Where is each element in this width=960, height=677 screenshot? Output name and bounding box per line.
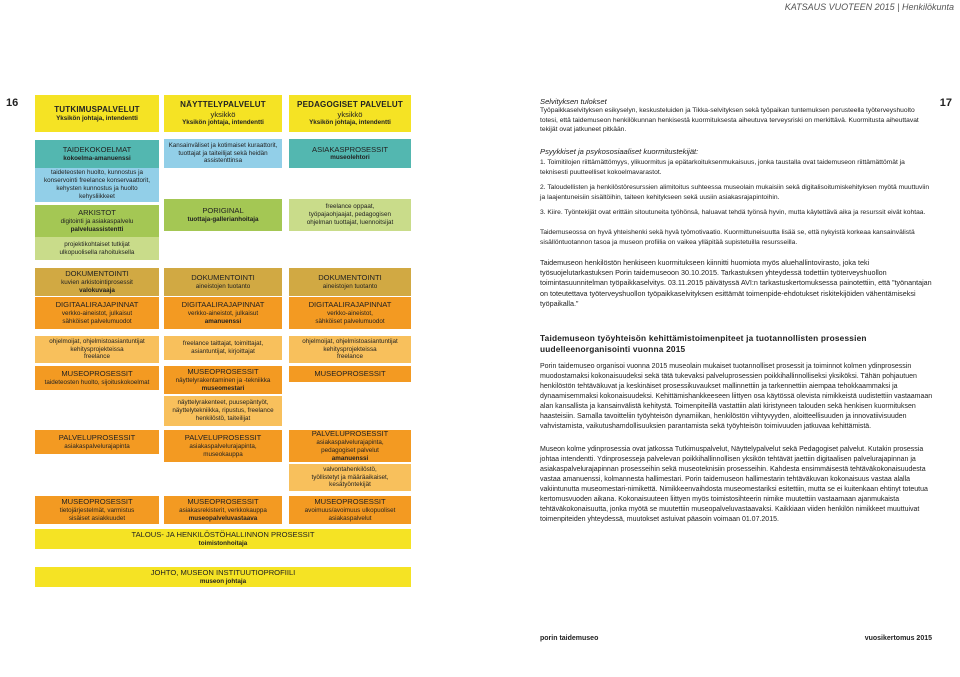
box-museoprosessit-5: MUSEOPROSESSIT asiakasrekisterit, verkkokauppa museopalveluvastaava (164, 496, 282, 524)
box-dokumentointi-2: DOKUMENTOINTI aineistojen tuotanto (164, 268, 282, 296)
paragraph-tulokset: Työpaikkaselvityksen esikyselyn, keskusteluiden ja Tikka-selvityksen sekä työpaikan tuntemuksen perusteella työterveyshuolto totesi, että taidemuseon henkilökunnan henkisestä kuormituksesta aiheutuva terveysriski on merkittävä. Kuormitusta aiheuttavat tekijät ovat jatkuneet pitkään. (540, 107, 919, 134)
box-digitaalirajapinnat-3: DIGITAALIRAJAPINNAT verkko-aineistot, sähköiset palvelumuodot (289, 297, 411, 329)
section-heading-psyykkiset: Psyykkiset ja psykososiaaliset kuormitustekijät: (540, 147, 699, 156)
paragraph-tarkastus: Taidemuseon henkilöstön henkiseen kuormitukseen kiinnitti huomiota myös aluehallintovirasto, joka teki työsuojelutarkastuksen Porin taidemuseoon 30.10.2015. Tarkastuksen yhteydessä todettiin työterveyshuollon toimintasuunnitelman työpaikkaselvitys. 03.11.2015 päivätyssä AVI:n tarkastuskertomuksessa painotettiin, että ”työnantajan on toteutettava työterveyshuollon työpaikkaselvityksen esittämät toimenpide-ehdotukset riskitekijöiden vähentämiseksi työpaikalla.” (540, 258, 932, 308)
box-pedagogiset-palvelut: PEDAGOGISET PALVELUT yksikkö Yksikön johtaja, intendentti (289, 95, 411, 132)
box-ohjelmoijat-3: ohjelmoijat, ohjelmistoasiantuntijat kehitysprojekteissa freelance (289, 336, 411, 363)
box-palveluprosessit-1: PALVELUPROSESSIT asiakaspalvelurajapinta (35, 430, 159, 454)
paragraph-psyykkiset-3: 3. Kiire. Työntekijät ovat erittäin sitoutuneita työhönsä, haluavat tehdä työnsä hyvin, mutta käytettävä aika ja resurssit eivät kohtaa. (540, 209, 926, 216)
box-museoprosessit-4: MUSEOPROSESSIT tietojärjestelmät, varmistus sisäiset asiakkuudet (35, 496, 159, 524)
box-museoprosessit-6: MUSEOPROSESSIT avoimuus/avoimuus ulkopuoliset asiakaspalvelut (289, 496, 411, 524)
box-poriginal: PORIGINAL tuottaja-gallerianhoitaja (164, 199, 282, 231)
box-palveluprosessit-2: PALVELUPROSESSIT asiakaspalvelurajapinta, museokauppa (164, 430, 282, 462)
section-heading-tulokset: Selvityksen tulokset (540, 97, 607, 106)
box-nayttelyrakenteet: näyttelyrakenteet, puusepäntyöt, näyttelytekniikka, ripustus, freelance henkilöstö, taiteilijat (164, 396, 282, 426)
page-number-right: 17 (939, 97, 952, 109)
page-header: KATSAUS VUOTEEN 2015 | Henkilökunta (784, 2, 954, 12)
footer-right: vuosikertomus 2015 (864, 635, 932, 642)
box-dokumentointi-1: DOKUMENTOINTI kuvien arkistointiprosessit valokuvaaja (35, 268, 159, 296)
paragraph-psyykkiset-2: 2. Taloudellisten ja henkilöstöresurssien alimitoitus suhteessa museolain mukaisiin sekä digitalisoitumiskehityksen myötä muuttuviin ja laajentuneisiin sisältöihin, taiteen kehitykseen sekä uusiin asiakasrajapintoihin. (540, 184, 930, 201)
box-taideteosten-huolto: taideteosten huolto, kunnostus ja konservointi freelance konservaattorit, kehysten kunnostus ja huolto kehysliikkeet (35, 168, 159, 202)
box-arkistot: ARKISTOT digitointi ja asiakaspalvelu palveluassistentti (35, 205, 159, 237)
box-nayttelypalvelut: NÄYTTELYPALVELUT yksikkö Yksikön johtaja, intendentti (164, 95, 282, 132)
section-heading-kehittamis: Taidemuseon työyhteisön kehittämistoimenpiteet ja tuotannollisten prosessien uudelleenorganisointi vuonna 2015 (540, 333, 867, 354)
box-projektikohtaiset-tutkijat: projektikohtaiset tutkijat ulkopuolisella rahoituksella (35, 237, 159, 260)
paragraph-kehittamis-1: Porin taidemuseo organisoi vuonna 2015 museolain mukaiset tuotannolliset prosessit ja toiminnot kolmen ydinprosessin muodostamaksi kokonaisuudeksi sekä tätä tukevaksi palveluprosessien poikkihallinnolliseksi yksiköksi. Tähän pohjautuen henkilöstön tehtäväkuvat ja keskinäiset prosessikuvaukset mallinnettiin ja tarkennettiin aiempaa tehokkaammaksi ja dynaamisemmaksi kokonaisuudeksi. Kehittämishankkeeseen liittyen osa käytössä olevista nimikkeistä uudistettiin vastaamaan alan kansallista ja kansainvälistä kehitystä. Toimenpiteillä vastattiin alati kiristyneen talouden sekä henkisen kuormituksen haasteisiin. Samalla tavoitteliin työyhteisön dynamiikan, henkilöstön viihtyvyyden, aloitteellisuuden ja innovatiivisuuden vahvistamista, vaikutushamdollisuuksien parantamista sekä työyhteisön toimivuuden jatkuvaa kehittämistä. (540, 363, 933, 430)
box-museoprosessit-3: MUSEOPROSESSIT (289, 366, 411, 382)
box-freelance-taittajat: freelance taittajat, toimittajat, asiantuntijat, kirjoittajat (164, 336, 282, 360)
box-asiakasprosessit: ASIAKASPROSESSIT museolehtori (289, 139, 411, 168)
box-digitaalirajapinnat-2: DIGITAALIRAJAPINNAT verkko-aineistot, julkaisut amanuenssi (164, 297, 282, 329)
paragraph-kehittamis-2: Museon kolme ydinprosessia ovat jatkossa Tutkimuspalvelut, Näyttelypalvelut sekä Pedagogiset palvelut. Kutakin prosessia johtaa intendentti. Ydinprosesseja palvelevan poikkihallinnollisen yksikön tehtävät jaettiin digitaalisen palvelurajapinnan ja asiakaspalvelurajapinnan prosesseihin sekä museoteknisiin prosesseihin. Kahdesta ensimmäisestä tehtäväkokonaisuudesta vastaa amanuenssi, kolmannesta hallimestari. Porin taidemuseon hallimestarin tehtäväkuvan kokonaisuus vastaa alalla vakiintunutta museomestari-nimikettä. Nimikkeenvaihdosta museomestariksi esitettiin, mutta se ei kuitenkaan ehtinyt toteutua kertomusvuoden aikana. Kokonaisuuteen liittyen myös toimistosihteerin nimike muutettiin vastaamaan ajanmukaista tehtäväkokonaisuutta, jonka myötä se muutettiin museopalveluvastaavaksi. Kaikkiaan viiden henkilön nimikkeet muuttuivat toimenpiteiden yhteydessä, muutokset astuivat päasoin voimaan 01.07.2015. (540, 446, 928, 523)
box-museoprosessit-2: MUSEOPROSESSIT näyttelyrakentaminen ja -tekniikka museomestari (164, 366, 282, 394)
box-digitaalirajapinnat-1: DIGITAALIRAJAPINNAT verkko-aineistot, julkaisut sähköiset palvelumuodot (35, 297, 159, 329)
box-museoprosessit-1: MUSEOPROSESSIT taideteosten huolto, sijoituskokoelmat (35, 366, 159, 390)
right-page (540, 0, 935, 677)
box-palveluprosessit-3: PALVELUPROSESSIT asiakaspalvelurajapinta, pedagogiset palvelut amanuenssi (289, 430, 411, 462)
box-johto: JOHTO, MUSEON INSTITUUTIOPROFIILI museon johtaja (35, 567, 411, 587)
box-ohjelmoijat-1: ohjelmoijat, ohjelmistoasiantuntijat kehitysprojekteissa freelance (35, 336, 159, 363)
box-valvontahenkilosto: valvontahenkilöstö, työllistetyt ja määräaikaiset, kesätyöntekijät (289, 464, 411, 491)
box-kuraattorit: Kansainväliset ja kotimaiset kuraattorit, tuottajat ja taiteilijat sekä heidän assistenttinsa (164, 139, 282, 168)
box-talous-henkilosto: TALOUS- JA HENKILÖSTÖHALLINNON PROSESSIT toimistonhoitaja (35, 529, 411, 549)
paragraph-psyykkiset-4: Taidemuseossa on hyvä yhteishenki sekä hyvä työmotivaatio. Kuormittuneisuutta lisää se, että nykyistä korkeaa kansainvälistä sisällöntuotannon tasoa ja museon profiilia on vaikea ylläpitää supistetuilla resursseilla. (540, 229, 915, 246)
paragraph-psyykkiset-1: 1. Toimitilojen riittämättömyys, ylikuormitus ja epätarkoituksenmukaisuus, jonka taustalla ovat taidemuseon riittämättömät ja teknisesti puutteelliset kokoelmavarastot. (540, 159, 905, 176)
footer-left: porin taidemuseo (540, 635, 599, 642)
page-number-left: 16 (6, 97, 19, 109)
box-tutkimuspalvelut: TUTKIMUSPALVELUT Yksikön johtaja, intendentti (35, 95, 159, 132)
box-taidekokoelmat: TAIDEKOKOELMAT kokoelma-amanuenssi (35, 140, 159, 168)
box-dokumentointi-3: DOKUMENTOINTI aineistojen tuotanto (289, 268, 411, 296)
box-freelance-oppaat: freelance oppaat, työpajaohjaajat, pedagogisen ohjelman tuottajat, luennoitsijat (289, 199, 411, 231)
